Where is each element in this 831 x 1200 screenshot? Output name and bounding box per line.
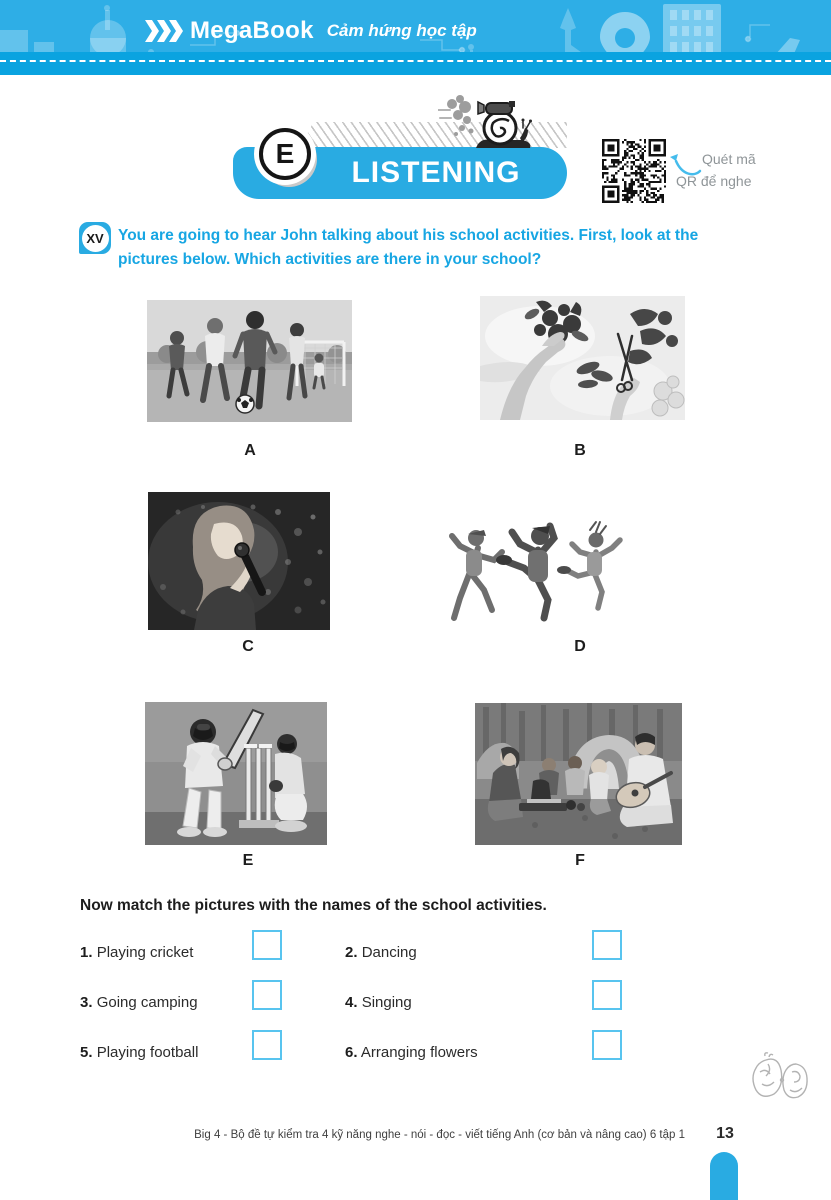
answer-box-2[interactable] [592, 930, 622, 960]
answer-box-3[interactable] [252, 980, 282, 1010]
task-instruction-line1: You are going to hear John talking about his school activities. First, look at the [118, 227, 699, 244]
photo-label-c: C [242, 638, 254, 655]
qr-caption [676, 148, 786, 192]
answer-box-4[interactable] [592, 980, 622, 1010]
header-dashed-line [0, 60, 831, 62]
brand-chevrons-icon [145, 20, 183, 42]
task-instruction [118, 224, 708, 272]
match-item-6-number: 6. [345, 1044, 358, 1061]
rocket-snail-doodle [438, 90, 538, 155]
section-letter-badge [259, 128, 311, 180]
brand-logo [145, 17, 477, 45]
photo-c-singing [148, 492, 330, 630]
answer-box-6[interactable] [592, 1030, 622, 1060]
match-item-6 [345, 1044, 478, 1061]
match-item-2-number: 2. [345, 944, 358, 961]
task-instruction-line2: pictures below. Which activities are there in your school? [118, 251, 542, 268]
photo-e-cricket [145, 702, 327, 845]
brand-tagline: Cảm hứng học tập [326, 21, 477, 40]
match-item-6-label: Arranging flowers [360, 1044, 478, 1061]
task-number: XV [82, 225, 109, 252]
match-item-1-number: 1. [80, 944, 93, 961]
qr-caption-line2: QR để nghe [676, 173, 752, 189]
header-band [0, 0, 831, 75]
match-item-5 [80, 1044, 198, 1061]
match-item-5-number: 5. [80, 1044, 93, 1061]
match-item-5-label: Playing football [96, 1044, 199, 1061]
photo-d-dancing [440, 510, 630, 628]
photo-label-b: B [574, 442, 586, 459]
match-item-3-label: Going camping [96, 994, 198, 1011]
match-item-4-number: 4. [345, 994, 358, 1011]
header-strip [0, 52, 831, 75]
photo-label-e: E [242, 852, 254, 869]
section-title: LISTENING [351, 156, 521, 189]
match-item-4 [345, 994, 412, 1011]
match-item-3-number: 3. [80, 994, 93, 1011]
doodle-decoration [748, 1052, 810, 1112]
match-item-2 [345, 944, 417, 961]
page-number: 13 [716, 1125, 734, 1142]
page-edge-tab [710, 1152, 738, 1200]
brand-name: MegaBook [190, 17, 314, 44]
qr-code[interactable] [602, 139, 666, 203]
match-item-2-label: Dancing [361, 944, 417, 961]
match-item-1 [80, 944, 193, 961]
match-item-3 [80, 994, 198, 1011]
footer-book-title: Big 4 - Bộ đề tự kiểm tra 4 kỹ năng nghe - nói - đọc - viết tiếng Anh (cơ bản và nâng cao) 6 tập 1 [194, 1129, 685, 1141]
task-number-badge [79, 222, 111, 254]
photo-a-football [147, 300, 352, 422]
answer-box-1[interactable] [252, 930, 282, 960]
section-letter: E [275, 138, 295, 169]
match-item-1-label: Playing cricket [96, 944, 194, 961]
answer-box-5[interactable] [252, 1030, 282, 1060]
match-item-4-label: Singing [361, 994, 412, 1011]
qr-caption-line1: Quét mã [702, 151, 756, 167]
photo-label-d: D [574, 638, 586, 655]
photo-label-a: A [244, 442, 256, 459]
photo-b-flowers [480, 296, 685, 420]
photo-f-camping [475, 703, 682, 845]
match-heading: Now match the pictures with the names of the school activities. [80, 897, 547, 914]
photo-label-f: F [575, 852, 585, 869]
